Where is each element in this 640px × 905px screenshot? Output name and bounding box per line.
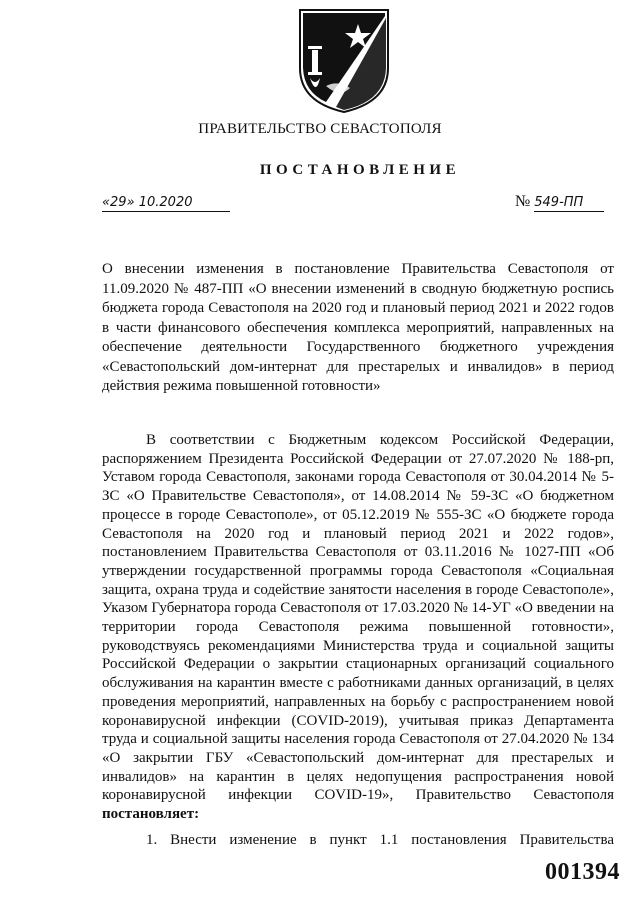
document-subject: О внесении изменения в постановление Правительства Севастополя от 11.09.2020 № 487-ПП «О внесении изменений в сводную бюджетную роспись бюджета города Севастополя на 2020 год и плановый период 2021 и 2022 годов в части финансового обеспечения комплекса мероприятий, направленных на обеспечение деятельности Государственного бюджетного учреждения «Севастопольский дом-интернат для престарелых и инвалидов» в период действия режима повышенной готовности»: [102, 261, 614, 394]
number-prefix: №: [515, 193, 531, 210]
serial-number: 001394: [545, 859, 620, 885]
preamble-text: В соответствии с Бюджетным кодексом Российской Федерации, распоряжением Президента Российской Федерации от 27.07.2020 № 188-рп, Уставом города Севастополя, законами города Севастополя от 30.04.2014 № 5-ЗС «О Правительстве Севастополя», от 14.08.2014 № 59-ЗС «О бюджетном процессе в городе Севастополе», от 05.12.2019 № 555-ЗС «О бюджете города Севастополя на 2020 год и плановый период 2021 и 2022 годов», постановлением Правительства Севастополя от 03.11.2016 № 1027-ПП «Об утверждении государственной программы города Севастополя «Социальная защита, охрана труда и содействие занятости населения в городе Севастополе», Указом Губернатора города Севастополя от 17.03.2020 № 14-УГ «О введении на территории города Севастополя режима повышенной готовности», руководствуясь рекомендациями Министерства труда и социальной защиты Российской Федерации о закрытии стационарных организаций социального обслуживания на карантин вместе с работниками данных организаций, в целях проведения мероприятий, направленных на борьбу с распространением новой коронавирусной инфекции (COVID-2019), учитывая приказ Департамента труда и социальной защиты населения города Севастополя от 27.04.2020 № 134 «О закрытии ГБУ «Севастопольский дом-интернат для престарелых и инвалидов» на карантин в целях недопущения распространения новой коронавирусной инфекции COVID-19», Правительство Севастополя: [102, 432, 615, 804]
number-value: 549-ПП: [534, 195, 604, 212]
document-date: [102, 193, 230, 212]
preamble-paragraph: [102, 431, 614, 824]
document-number: [515, 193, 604, 212]
coat-of-arms-icon: [296, 6, 392, 116]
document-type-title: ПОСТАНОВЛЕНИЕ: [259, 162, 461, 178]
government-title: ПРАВИТЕЛЬСТВО СЕВАСТОПОЛЯ: [198, 121, 442, 137]
clause-1: 1. Внести изменение в пункт 1.1 постановления Правительства: [146, 832, 614, 848]
date-value: «29» 10.2020: [102, 195, 230, 212]
preamble-emphasis: постановляет:: [102, 806, 200, 823]
